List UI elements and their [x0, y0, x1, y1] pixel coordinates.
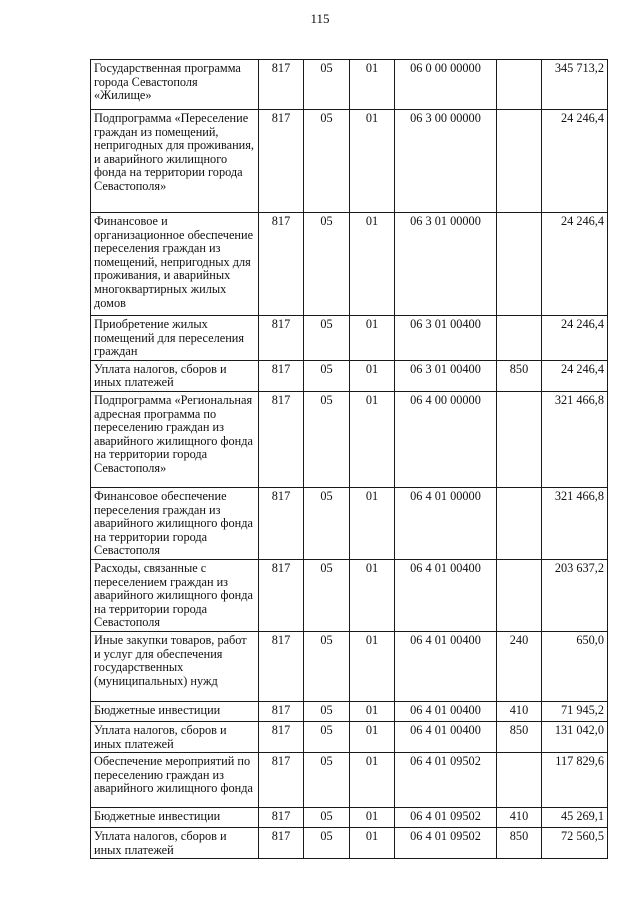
- row-ved-cell: 817: [259, 391, 304, 487]
- row-ved-cell: 817: [259, 60, 304, 110]
- row-section-cell: 05: [304, 316, 350, 361]
- row-ved-cell: 817: [259, 360, 304, 391]
- row-ved-cell: 817: [259, 808, 304, 828]
- row-target-article-cell: 06 3 01 00400: [395, 360, 497, 391]
- row-section-cell: 05: [304, 487, 350, 559]
- row-sum-cell: 72 560,5: [542, 828, 608, 859]
- row-name-cell: Уплата налогов, сборов и иных платежей: [91, 721, 259, 752]
- row-sum-cell: 24 246,4: [542, 316, 608, 361]
- row-subsection-cell: 01: [350, 631, 395, 701]
- row-sum-cell: 24 246,4: [542, 110, 608, 213]
- table-row: [91, 487, 608, 559]
- row-ved-cell: 817: [259, 559, 304, 631]
- page-number: 115: [310, 11, 330, 26]
- row-target-article-cell: 06 0 00 00000: [395, 60, 497, 110]
- row-name-cell: Финансовое и организационное обеспечение переселения граждан из помещений, непригодных для проживания, и аварийных многоквартирных жилых домов: [91, 213, 259, 316]
- row-subsection-cell: 01: [350, 360, 395, 391]
- table-row: [91, 316, 608, 361]
- row-ved-cell: 817: [259, 753, 304, 808]
- row-section-cell: 05: [304, 828, 350, 859]
- row-name-cell: Подпрограмма «Переселение граждан из помещений, непригодных для проживания, и аварийного жилищного фонда на территории города Севастополя»: [91, 110, 259, 213]
- table-row: [91, 360, 608, 391]
- row-ved-cell: 817: [259, 701, 304, 721]
- row-expense-type-cell: [497, 391, 542, 487]
- table-row: [91, 213, 608, 316]
- row-sum-cell: 650,0: [542, 631, 608, 701]
- row-ved-cell: 817: [259, 487, 304, 559]
- row-sum-cell: 131 042,0: [542, 721, 608, 752]
- row-expense-type-cell: 850: [497, 721, 542, 752]
- row-name-cell: Бюджетные инвестиции: [91, 808, 259, 828]
- row-target-article-cell: 06 4 01 00000: [395, 487, 497, 559]
- table-body: [91, 60, 608, 859]
- row-sum-cell: 71 945,2: [542, 701, 608, 721]
- budget-table: [90, 59, 608, 859]
- table-row: [91, 808, 608, 828]
- row-section-cell: 05: [304, 631, 350, 701]
- row-subsection-cell: 01: [350, 753, 395, 808]
- row-section-cell: 05: [304, 559, 350, 631]
- row-sum-cell: 321 466,8: [542, 487, 608, 559]
- row-ved-cell: 817: [259, 828, 304, 859]
- row-subsection-cell: 01: [350, 391, 395, 487]
- row-name-cell: Государственная программа города Севастополя «Жилище»: [91, 60, 259, 110]
- row-sum-cell: 117 829,6: [542, 753, 608, 808]
- row-target-article-cell: 06 4 01 00400: [395, 721, 497, 752]
- row-target-article-cell: 06 4 01 09502: [395, 828, 497, 859]
- row-subsection-cell: 01: [350, 487, 395, 559]
- row-expense-type-cell: 410: [497, 701, 542, 721]
- row-subsection-cell: 01: [350, 808, 395, 828]
- row-name-cell: Приобретение жилых помещений для переселения граждан: [91, 316, 259, 361]
- table-row: [91, 828, 608, 859]
- row-sum-cell: 345 713,2: [542, 60, 608, 110]
- row-subsection-cell: 01: [350, 828, 395, 859]
- row-expense-type-cell: [497, 559, 542, 631]
- row-name-cell: Уплата налогов, сборов и иных платежей: [91, 828, 259, 859]
- row-sum-cell: 321 466,8: [542, 391, 608, 487]
- row-name-cell: Иные закупки товаров, работ и услуг для обеспечения государственных (муниципальных) нужд: [91, 631, 259, 701]
- row-section-cell: 05: [304, 60, 350, 110]
- row-subsection-cell: 01: [350, 559, 395, 631]
- row-subsection-cell: 01: [350, 721, 395, 752]
- row-ved-cell: 817: [259, 110, 304, 213]
- row-section-cell: 05: [304, 753, 350, 808]
- row-target-article-cell: 06 4 01 00400: [395, 701, 497, 721]
- row-expense-type-cell: [497, 753, 542, 808]
- row-section-cell: 05: [304, 808, 350, 828]
- row-expense-type-cell: 850: [497, 360, 542, 391]
- row-expense-type-cell: [497, 110, 542, 213]
- row-subsection-cell: 01: [350, 110, 395, 213]
- table-row: [91, 559, 608, 631]
- row-expense-type-cell: 410: [497, 808, 542, 828]
- row-expense-type-cell: 850: [497, 828, 542, 859]
- row-ved-cell: 817: [259, 631, 304, 701]
- table-row: [91, 60, 608, 110]
- row-name-cell: Финансовое обеспечение переселения граждан из аварийного жилищного фонда на территории города Севастополя: [91, 487, 259, 559]
- row-expense-type-cell: [497, 213, 542, 316]
- table-row: [91, 753, 608, 808]
- row-target-article-cell: 06 3 00 00000: [395, 110, 497, 213]
- row-expense-type-cell: [497, 60, 542, 110]
- row-subsection-cell: 01: [350, 316, 395, 361]
- table-row: [91, 701, 608, 721]
- row-sum-cell: 24 246,4: [542, 213, 608, 316]
- row-target-article-cell: 06 3 01 00000: [395, 213, 497, 316]
- row-target-article-cell: 06 4 01 00400: [395, 559, 497, 631]
- row-sum-cell: 24 246,4: [542, 360, 608, 391]
- row-ved-cell: 817: [259, 721, 304, 752]
- row-expense-type-cell: 240: [497, 631, 542, 701]
- row-name-cell: Подпрограмма «Региональная адресная программа по переселению граждан из аварийного жилищного фонда на территории города Севастополя»: [91, 391, 259, 487]
- row-section-cell: 05: [304, 110, 350, 213]
- row-name-cell: Уплата налогов, сборов и иных платежей: [91, 360, 259, 391]
- row-name-cell: Бюджетные инвестиции: [91, 701, 259, 721]
- row-target-article-cell: 06 4 00 00000: [395, 391, 497, 487]
- table-row: [91, 721, 608, 752]
- row-subsection-cell: 01: [350, 701, 395, 721]
- row-section-cell: 05: [304, 360, 350, 391]
- row-section-cell: 05: [304, 213, 350, 316]
- row-ved-cell: 817: [259, 213, 304, 316]
- row-name-cell: Расходы, связанные с переселением граждан из аварийного жилищного фонда на территории города Севастополя: [91, 559, 259, 631]
- row-subsection-cell: 01: [350, 60, 395, 110]
- row-target-article-cell: 06 4 01 00400: [395, 631, 497, 701]
- table-row: [91, 631, 608, 701]
- row-section-cell: 05: [304, 721, 350, 752]
- row-target-article-cell: 06 3 01 00400: [395, 316, 497, 361]
- row-expense-type-cell: [497, 487, 542, 559]
- table-row: [91, 110, 608, 213]
- row-name-cell: Обеспечение мероприятий по переселению граждан из аварийного жилищного фонда: [91, 753, 259, 808]
- row-target-article-cell: 06 4 01 09502: [395, 753, 497, 808]
- table-row: [91, 391, 608, 487]
- row-sum-cell: 203 637,2: [542, 559, 608, 631]
- row-ved-cell: 817: [259, 316, 304, 361]
- row-sum-cell: 45 269,1: [542, 808, 608, 828]
- row-subsection-cell: 01: [350, 213, 395, 316]
- row-expense-type-cell: [497, 316, 542, 361]
- row-section-cell: 05: [304, 391, 350, 487]
- row-target-article-cell: 06 4 01 09502: [395, 808, 497, 828]
- row-section-cell: 05: [304, 701, 350, 721]
